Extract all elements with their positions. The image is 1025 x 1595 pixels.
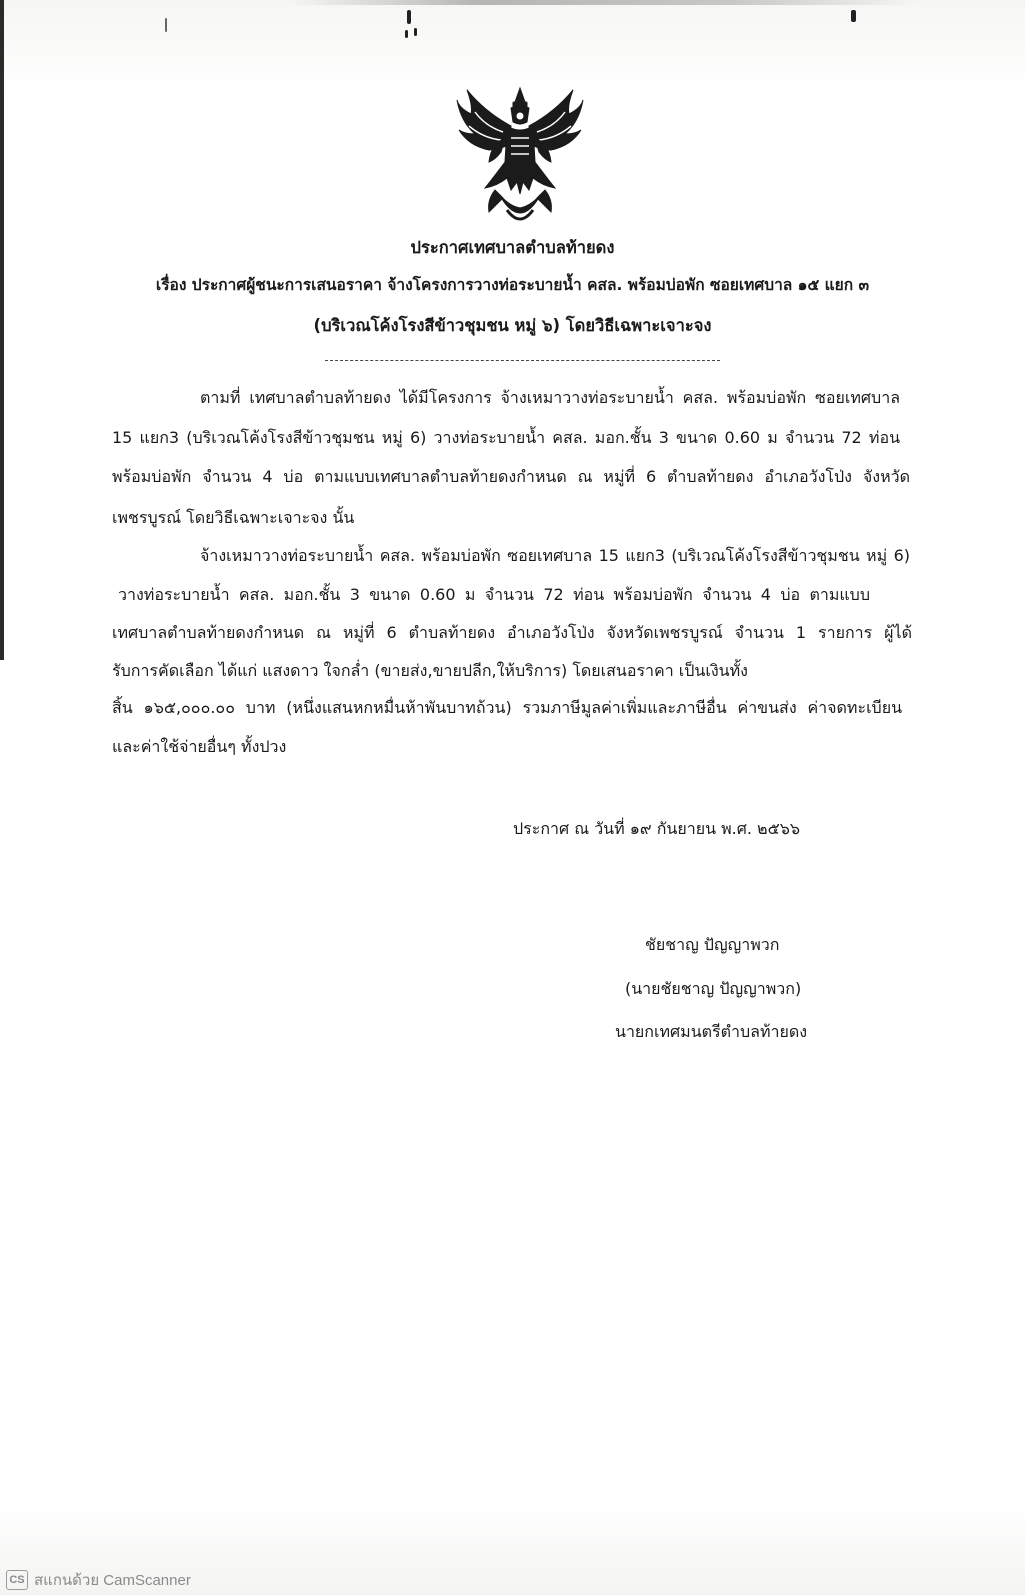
paragraph-1-line-4: เพชรบูรณ์ โดยวิธีเฉพาะเจาะจง นั้น [112, 508, 355, 527]
paragraph-2-line-4: รับการคัดเลือก ได้แก่ แสงดาว ใจกล่ำ (ขายส่ง,ขายปลีก,ให้บริการ) โดยเสนอราคา เป็นเงินทั้ง [112, 661, 748, 680]
garuda-emblem-icon [455, 82, 585, 232]
camscanner-logo-icon: CS [6, 1570, 28, 1590]
announcement-date: ประกาศ ณ วันที่ ๑๙ กันยายน พ.ศ. ๒๕๖๖ [513, 819, 801, 838]
signatory-position: นายกเทศมนตรีตำบลท้ายดง [615, 1022, 808, 1041]
camscanner-label: สแกนด้วย CamScanner [34, 1572, 191, 1589]
paragraph-1-line-2: 15 แยก3 (บริเวณโค้งโรงสีข้าวชุมชน หมู่ 6) วางท่อระบายน้ำ คสล. มอก.ชั้น 3 ขนาด 0.60 ม จำนวน 72 ท่อน [112, 428, 900, 447]
scan-speck [165, 18, 167, 32]
signatory-full-name: (นายชัยชาญ ปัญญาพวก) [625, 979, 802, 998]
subject-line-2: (บริเวณโค้งโรงสีข้าวชุมชน หมู่ ๖) โดยวิธีเฉพาะเจาะจง [313, 316, 712, 335]
paragraph-1-line-3: พร้อมบ่อพัก จำนวน 4 บ่อ ตามแบบเทศบาลตำบลท้ายดงกำหนด ณ หมู่ที่ 6 ตำบลท้ายดง อำเภอวังโป่ง จังหวัด [112, 467, 910, 486]
subject-line-1: เรื่อง ประกาศผู้ชนะการเสนอราคา จ้างโครงการวางท่อระบายน้ำ คสล. พร้อมบ่อพัก ซอยเทศบาล ๑๕ แยก ๓ [155, 276, 870, 294]
paragraph-1-line-1: ตามที่ เทศบาลตำบลท้ายดง ได้มีโครงการ จ้างเหมาวางท่อระบายน้ำ คสล. พร้อมบ่อพัก ซอยเทศบาล [200, 388, 900, 407]
scan-speck [405, 30, 408, 38]
scan-speck [851, 10, 856, 22]
camscanner-watermark [6, 1568, 191, 1592]
scan-speck [414, 28, 417, 36]
paragraph-2-line-6: และค่าใช้จ่ายอื่นๆ ทั้งปวง [112, 737, 287, 756]
paragraph-2-line-2: วางท่อระบายน้ำ คสล. มอก.ชั้น 3 ขนาด 0.60 ม จำนวน 72 ท่อน พร้อมบ่อพัก จำนวน 4 บ่อ ตามแบบ [118, 585, 870, 604]
document-title: ประกาศเทศบาลตำบลท้ายดง [410, 238, 615, 257]
signature: ชัยชาญ ปัญญาพวก [645, 935, 780, 954]
paragraph-2-line-3: เทศบาลตำบลท้ายดงกำหนด ณ หมู่ที่ 6 ตำบลท้ายดง อำเภอวังโป่ง จังหวัดเพชรบูรณ์ จำนวน 1 รายการ ผู้ได้ [112, 623, 912, 642]
paragraph-2-line-1: จ้างเหมาวางท่อระบายน้ำ คสล. พร้อมบ่อพัก ซอยเทศบาล 15 แยก3 (บริเวณโค้งโรงสีข้าวชุมชน หมู่ 6) [200, 546, 910, 565]
header-divider [325, 360, 720, 361]
scan-edge-shadow [290, 0, 920, 5]
scan-speck [407, 10, 411, 24]
paragraph-2-line-5: สิ้น ๑๖๕,๐๐๐.๐๐ บาท (หนึ่งแสนหกหมื่นห้าพันบาทถ้วน) รวมภาษีมูลค่าเพิ่มและภาษีอื่น ค่าขนส่ง ค่าจดทะเบียน [112, 698, 902, 717]
